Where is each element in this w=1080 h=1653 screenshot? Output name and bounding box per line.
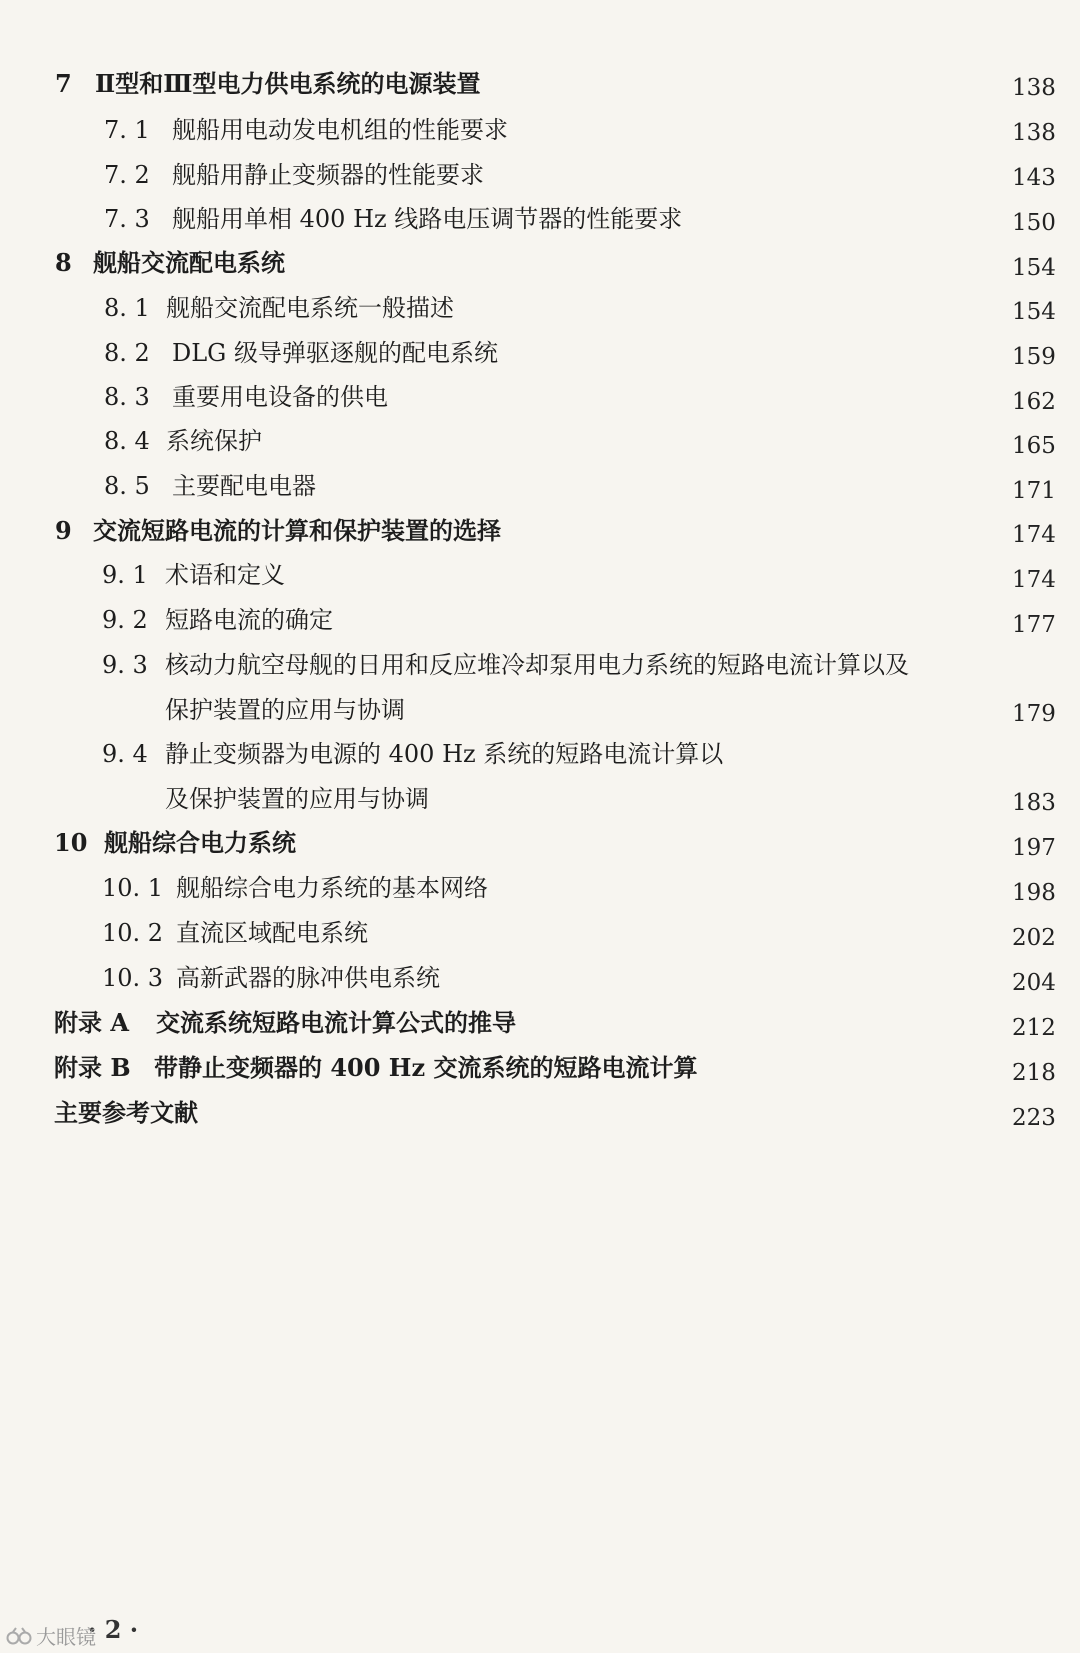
toc-page-number: 183 bbox=[1012, 790, 1056, 816]
toc-page-number: 143 bbox=[1012, 165, 1056, 191]
binoculars-icon bbox=[6, 1626, 32, 1648]
toc-title: 舰船综合电力系统的基本网络 bbox=[176, 874, 488, 902]
toc-number: 附录 A bbox=[54, 1008, 129, 1037]
toc-number: 8. 5 bbox=[104, 472, 150, 500]
toc-number: 9. 4 bbox=[102, 740, 148, 768]
toc-appendix-a bbox=[54, 1003, 994, 1043]
toc-number: 10. 2 bbox=[102, 919, 164, 947]
toc-page-number: 197 bbox=[1012, 835, 1056, 861]
toc-page-number: 138 bbox=[1012, 75, 1056, 101]
toc-section-9-1 bbox=[102, 555, 982, 595]
toc-section-8-3 bbox=[104, 377, 984, 417]
toc-page-number: 154 bbox=[1012, 255, 1056, 281]
toc-chapter-8 bbox=[55, 243, 995, 283]
toc-title: Ⅱ型和Ⅲ型电力供电系统的电源装置 bbox=[95, 69, 481, 98]
toc-page-number: 204 bbox=[1012, 970, 1056, 996]
toc-title: 舰船用电动发电机组的性能要求 bbox=[172, 116, 508, 144]
toc-number: 9 bbox=[55, 516, 72, 545]
toc-section-9-4 bbox=[102, 734, 982, 824]
toc-title: 舰船用单相 400 Hz 线路电压调节器的性能要求 bbox=[172, 205, 683, 233]
toc-title: 舰船用静止变频器的性能要求 bbox=[172, 161, 484, 189]
toc-number: 10 bbox=[54, 828, 88, 857]
toc-title: DLG 级导弹驱逐舰的配电系统 bbox=[172, 339, 498, 367]
toc-title: 主要参考文献 bbox=[54, 1098, 198, 1127]
toc-section-8-2 bbox=[104, 333, 984, 373]
toc-title: 术语和定义 bbox=[165, 561, 285, 589]
toc-title-continued: 保护装置的应用与协调 bbox=[165, 696, 405, 724]
toc-title: 交流短路电流的计算和保护装置的选择 bbox=[93, 516, 501, 545]
toc-number: 8. 4 bbox=[104, 427, 150, 455]
toc-number: 7. 3 bbox=[104, 205, 150, 233]
toc-title: 高新武器的脉冲供电系统 bbox=[176, 964, 440, 992]
toc-number: 8. 1 bbox=[104, 294, 150, 322]
toc-page-number: 174 bbox=[1012, 522, 1056, 548]
toc-section-10-2 bbox=[102, 913, 982, 953]
toc-page-number: 150 bbox=[1012, 210, 1056, 236]
toc-title-continued: 及保护装置的应用与协调 bbox=[165, 785, 429, 813]
toc-page-number: 218 bbox=[1012, 1060, 1056, 1086]
toc-page-number: 174 bbox=[1012, 567, 1056, 593]
toc-page-number: 177 bbox=[1012, 612, 1056, 638]
toc-number: 9. 1 bbox=[102, 561, 148, 589]
toc-number: 10. 1 bbox=[102, 874, 164, 902]
toc-page-number: 198 bbox=[1012, 880, 1056, 906]
toc-appendix-b bbox=[54, 1048, 994, 1088]
toc-page-number: 159 bbox=[1012, 344, 1056, 370]
toc-page-number: 154 bbox=[1012, 299, 1056, 325]
footer-page-number: · 2 · bbox=[88, 1615, 139, 1644]
toc-section-10-1 bbox=[102, 868, 982, 908]
toc-page-number: 202 bbox=[1012, 925, 1056, 951]
toc-page-number: 223 bbox=[1012, 1105, 1056, 1131]
toc-number: 7 bbox=[55, 69, 72, 98]
watermark bbox=[0, 1622, 160, 1652]
toc-section-9-2 bbox=[102, 600, 982, 640]
toc-section-8-1 bbox=[104, 288, 984, 328]
toc-page-number: 138 bbox=[1012, 120, 1056, 146]
toc-page-number: 165 bbox=[1012, 433, 1056, 459]
toc-section-8-4 bbox=[104, 421, 984, 461]
toc-number: 7. 2 bbox=[104, 161, 150, 189]
toc-title: 交流系统短路电流计算公式的推导 bbox=[156, 1008, 516, 1037]
toc-title: 主要配电电器 bbox=[172, 472, 316, 500]
toc-number: 8. 3 bbox=[104, 383, 150, 411]
toc-section-10-3 bbox=[102, 958, 982, 998]
toc-references bbox=[54, 1093, 994, 1133]
toc-number: 9. 3 bbox=[102, 651, 148, 679]
toc-title: 核动力航空母舰的日用和反应堆冷却泵用电力系统的短路电流计算以及 bbox=[165, 651, 909, 679]
toc-page-number: 179 bbox=[1012, 701, 1056, 727]
toc-number: 10. 3 bbox=[102, 964, 164, 992]
toc-title: 带静止变频器的 400 Hz 交流系统的短路电流计算 bbox=[154, 1053, 698, 1082]
toc-page-number: 171 bbox=[1012, 478, 1056, 504]
toc-page-number: 162 bbox=[1012, 389, 1056, 415]
toc-page-number: 212 bbox=[1012, 1015, 1056, 1041]
toc-section-7-1 bbox=[104, 110, 984, 150]
toc-title: 短路电流的确定 bbox=[165, 606, 333, 634]
toc-title: 舰船综合电力系统 bbox=[104, 828, 296, 857]
toc-title: 重要用电设备的供电 bbox=[172, 383, 388, 411]
toc-section-7-3 bbox=[104, 199, 984, 239]
toc-number: 7. 1 bbox=[104, 116, 150, 144]
toc-number: 8 bbox=[55, 248, 72, 277]
toc-number: 附录 B bbox=[54, 1053, 131, 1082]
toc-title: 直流区域配电系统 bbox=[176, 919, 368, 947]
toc-section-9-3 bbox=[102, 645, 982, 735]
toc-title: 舰船交流配电系统一般描述 bbox=[166, 294, 454, 322]
toc-chapter-10 bbox=[54, 823, 994, 863]
toc-title: 静止变频器为电源的 400 Hz 系统的短路电流计算以 bbox=[165, 740, 724, 768]
toc-title: 系统保护 bbox=[166, 427, 262, 455]
toc-section-7-2 bbox=[104, 155, 984, 195]
toc-title: 舰船交流配电系统 bbox=[93, 248, 285, 277]
toc-chapter-7 bbox=[55, 64, 995, 104]
toc-number: 9. 2 bbox=[102, 606, 148, 634]
watermark-text: 大眼镜 bbox=[36, 1625, 96, 1649]
toc-chapter-9 bbox=[55, 511, 995, 551]
toc-number: 8. 2 bbox=[104, 339, 150, 367]
toc-section-8-5 bbox=[104, 466, 984, 506]
